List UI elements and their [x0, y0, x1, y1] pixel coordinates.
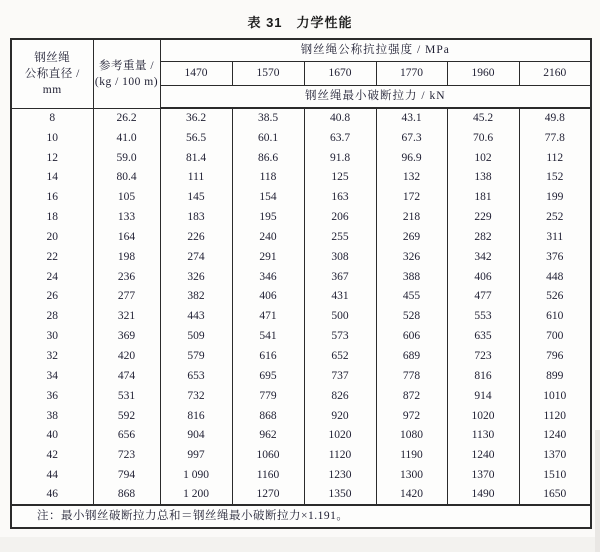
force-cell-1960: 102 [447, 148, 519, 168]
force-cell-1670: 920 [304, 406, 376, 426]
strength-value-cell: 1570 [232, 61, 304, 85]
force-cell-1470: 653 [160, 366, 232, 386]
weight-cell: 277 [93, 287, 160, 307]
strength-header-row [11, 39, 591, 61]
force-cell-1770: 455 [376, 287, 447, 307]
force-cell-2160: 526 [519, 287, 591, 307]
diameter-cell: 42 [11, 445, 93, 465]
force-cell-2160: 49.8 [519, 108, 591, 128]
table-row [11, 267, 591, 287]
force-cell-1470: 382 [160, 287, 232, 307]
table-row [11, 326, 591, 346]
diameter-cell: 46 [11, 485, 93, 505]
table-row [11, 247, 591, 267]
table-row [11, 406, 591, 426]
force-cell-1960: 181 [447, 187, 519, 207]
force-cell-1670: 1230 [304, 465, 376, 485]
weight-cell: 868 [93, 485, 160, 505]
force-cell-1470: 997 [160, 445, 232, 465]
force-cell-1670: 1120 [304, 445, 376, 465]
force-cell-1770: 269 [376, 227, 447, 247]
force-cell-1960: 477 [447, 287, 519, 307]
force-cell-2160: 700 [519, 326, 591, 346]
diameter-header-line3: mm [42, 83, 62, 96]
force-cell-1670: 431 [304, 287, 376, 307]
force-cell-1470: 1 200 [160, 485, 232, 505]
diameter-cell: 24 [11, 267, 93, 287]
diameter-cell: 26 [11, 287, 93, 307]
force-cell-1670: 255 [304, 227, 376, 247]
force-cell-1770: 606 [376, 326, 447, 346]
force-cell-1470: 579 [160, 346, 232, 366]
force-cell-1960: 635 [447, 326, 519, 346]
force-cell-1570: 406 [232, 287, 304, 307]
diameter-cell: 8 [11, 108, 93, 128]
force-cell-1960: 342 [447, 247, 519, 267]
table-row [11, 306, 591, 326]
force-cell-1570: 471 [232, 306, 304, 326]
weight-cell: 198 [93, 247, 160, 267]
force-cell-1470: 443 [160, 306, 232, 326]
force-cell-1960: 816 [447, 366, 519, 386]
weight-cell: 474 [93, 366, 160, 386]
diameter-cell: 36 [11, 386, 93, 406]
force-cell-2160: 448 [519, 267, 591, 287]
force-cell-2160: 1120 [519, 406, 591, 426]
force-cell-1570: 38.5 [232, 108, 304, 128]
table-body [11, 39, 591, 108]
strength-value-cell: 1470 [160, 61, 232, 85]
force-cell-2160: 376 [519, 247, 591, 267]
table-row [11, 207, 591, 227]
page-right-edge [595, 430, 600, 552]
note-cell: 注：最小钢丝破断拉力总和＝钢丝绳最小破断拉力×1.191。 [11, 505, 591, 528]
force-cell-1570: 695 [232, 366, 304, 386]
force-cell-1770: 43.1 [376, 108, 447, 128]
force-cell-1570: 60.1 [232, 128, 304, 148]
table-row [11, 485, 591, 505]
strength-value-cell: 2160 [519, 61, 591, 85]
weight-cell: 80.4 [93, 168, 160, 188]
force-cell-1960: 70.6 [447, 128, 519, 148]
weight-cell: 59.0 [93, 148, 160, 168]
force-cell-1570: 240 [232, 227, 304, 247]
table-row [11, 346, 591, 366]
force-cell-1770: 872 [376, 386, 447, 406]
weight-cell: 656 [93, 426, 160, 446]
strength-value-cell: 1770 [376, 61, 447, 85]
force-cell-1960: 138 [447, 168, 519, 188]
weight-cell: 531 [93, 386, 160, 406]
diameter-header-line1: 钢丝绳 [34, 51, 71, 64]
force-cell-1670: 91.8 [304, 148, 376, 168]
table-row [11, 148, 591, 168]
force-cell-1470: 509 [160, 326, 232, 346]
table-row [11, 426, 591, 446]
force-cell-1770: 326 [376, 247, 447, 267]
force-cell-1570: 1060 [232, 445, 304, 465]
force-cell-2160: 252 [519, 207, 591, 227]
force-cell-1570: 541 [232, 326, 304, 346]
diameter-cell: 38 [11, 406, 93, 426]
diameter-cell: 32 [11, 346, 93, 366]
force-cell-1960: 1130 [447, 426, 519, 446]
force-cell-1470: 111 [160, 168, 232, 188]
breaking-force-header-cell: 钢丝绳最小破断拉力 / kN [160, 85, 591, 108]
force-cell-2160: 1240 [519, 426, 591, 446]
diameter-cell: 12 [11, 148, 93, 168]
force-cell-1670: 308 [304, 247, 376, 267]
force-cell-1470: 183 [160, 207, 232, 227]
table-row [11, 445, 591, 465]
weight-cell: 420 [93, 346, 160, 366]
force-cell-1960: 406 [447, 267, 519, 287]
force-cell-1670: 206 [304, 207, 376, 227]
diameter-cell: 44 [11, 465, 93, 485]
diameter-header-cell [11, 39, 93, 108]
force-cell-1570: 86.6 [232, 148, 304, 168]
diameter-cell: 14 [11, 168, 93, 188]
force-cell-2160: 152 [519, 168, 591, 188]
force-cell-1670: 737 [304, 366, 376, 386]
page-bottom-margin [0, 537, 600, 552]
table-row [11, 386, 591, 406]
force-cell-1570: 291 [232, 247, 304, 267]
force-cell-1770: 1300 [376, 465, 447, 485]
force-cell-1470: 81.4 [160, 148, 232, 168]
force-cell-1470: 274 [160, 247, 232, 267]
weight-cell: 723 [93, 445, 160, 465]
page-title: 表 31 力学性能 [247, 15, 353, 30]
force-cell-1960: 1370 [447, 465, 519, 485]
force-cell-1470: 36.2 [160, 108, 232, 128]
weight-cell: 794 [93, 465, 160, 485]
mechanical-properties-table [10, 38, 592, 529]
weight-cell: 105 [93, 187, 160, 207]
weight-cell: 41.0 [93, 128, 160, 148]
force-cell-1570: 779 [232, 386, 304, 406]
note-row [11, 505, 591, 528]
force-cell-1770: 778 [376, 366, 447, 386]
force-cell-1670: 40.8 [304, 108, 376, 128]
force-cell-1770: 67.3 [376, 128, 447, 148]
force-cell-2160: 112 [519, 148, 591, 168]
force-cell-1770: 528 [376, 306, 447, 326]
table-row [11, 108, 591, 128]
force-cell-1470: 816 [160, 406, 232, 426]
force-cell-1470: 1 090 [160, 465, 232, 485]
force-cell-1570: 118 [232, 168, 304, 188]
force-cell-1670: 500 [304, 306, 376, 326]
force-cell-1670: 652 [304, 346, 376, 366]
force-cell-1670: 125 [304, 168, 376, 188]
force-cell-1470: 326 [160, 267, 232, 287]
force-cell-1470: 56.5 [160, 128, 232, 148]
force-cell-1770: 1080 [376, 426, 447, 446]
diameter-cell: 10 [11, 128, 93, 148]
diameter-cell: 22 [11, 247, 93, 267]
force-cell-1770: 1420 [376, 485, 447, 505]
table-row [11, 227, 591, 247]
force-cell-1670: 826 [304, 386, 376, 406]
diameter-header-line2: 公称直径 / [24, 67, 80, 80]
force-cell-1570: 616 [232, 346, 304, 366]
weight-cell: 26.2 [93, 108, 160, 128]
force-cell-1770: 218 [376, 207, 447, 227]
weight-cell: 321 [93, 306, 160, 326]
force-cell-1670: 63.7 [304, 128, 376, 148]
force-cell-1770: 972 [376, 406, 447, 426]
table-footer-body [11, 505, 591, 528]
weight-cell: 369 [93, 326, 160, 346]
tensile-strength-header-cell: 钢丝绳公称抗拉强度 / MPa [160, 39, 591, 61]
force-cell-2160: 77.8 [519, 128, 591, 148]
force-cell-1770: 172 [376, 187, 447, 207]
force-cell-1570: 195 [232, 207, 304, 227]
weight-cell: 133 [93, 207, 160, 227]
force-cell-2160: 1010 [519, 386, 591, 406]
weight-header-line2: (kg / 100 m) [94, 75, 159, 88]
force-cell-2160: 796 [519, 346, 591, 366]
diameter-cell: 20 [11, 227, 93, 247]
diameter-cell: 28 [11, 306, 93, 326]
table-row [11, 366, 591, 386]
force-cell-2160: 1510 [519, 465, 591, 485]
force-cell-1470: 732 [160, 386, 232, 406]
table-data-body [11, 108, 591, 505]
force-cell-1960: 229 [447, 207, 519, 227]
diameter-cell: 30 [11, 326, 93, 346]
table-row [11, 128, 591, 148]
force-cell-1670: 1350 [304, 485, 376, 505]
table-row [11, 465, 591, 485]
force-cell-2160: 610 [519, 306, 591, 326]
force-cell-2160: 199 [519, 187, 591, 207]
force-cell-1960: 553 [447, 306, 519, 326]
weight-header-cell [93, 39, 160, 108]
force-cell-1670: 163 [304, 187, 376, 207]
force-cell-1470: 904 [160, 426, 232, 446]
diameter-cell: 34 [11, 366, 93, 386]
force-cell-1960: 1020 [447, 406, 519, 426]
force-cell-1670: 1020 [304, 426, 376, 446]
force-cell-1770: 96.9 [376, 148, 447, 168]
force-cell-1670: 367 [304, 267, 376, 287]
force-cell-1570: 868 [232, 406, 304, 426]
force-cell-1570: 1160 [232, 465, 304, 485]
table-row [11, 187, 591, 207]
weight-cell: 164 [93, 227, 160, 247]
force-cell-1960: 45.2 [447, 108, 519, 128]
force-cell-1570: 346 [232, 267, 304, 287]
strength-value-cell: 1670 [304, 61, 376, 85]
force-cell-1470: 226 [160, 227, 232, 247]
force-cell-1960: 914 [447, 386, 519, 406]
force-cell-2160: 899 [519, 366, 591, 386]
force-cell-1570: 154 [232, 187, 304, 207]
strength-value-cell: 1960 [447, 61, 519, 85]
force-cell-1960: 1240 [447, 445, 519, 465]
force-cell-1770: 689 [376, 346, 447, 366]
force-cell-1960: 723 [447, 346, 519, 366]
weight-header-line1: 参考重量 / [98, 59, 155, 72]
force-cell-2160: 1370 [519, 445, 591, 465]
diameter-cell: 16 [11, 187, 93, 207]
weight-cell: 236 [93, 267, 160, 287]
force-cell-1470: 145 [160, 187, 232, 207]
force-cell-1570: 962 [232, 426, 304, 446]
force-cell-1770: 1190 [376, 445, 447, 465]
force-cell-1770: 388 [376, 267, 447, 287]
table-row [11, 168, 591, 188]
diameter-cell: 18 [11, 207, 93, 227]
force-cell-1960: 282 [447, 227, 519, 247]
force-cell-1770: 132 [376, 168, 447, 188]
table-row [11, 287, 591, 307]
weight-cell: 592 [93, 406, 160, 426]
force-cell-2160: 1650 [519, 485, 591, 505]
force-cell-1570: 1270 [232, 485, 304, 505]
force-cell-1670: 573 [304, 326, 376, 346]
force-cell-1960: 1490 [447, 485, 519, 505]
diameter-cell: 40 [11, 426, 93, 446]
force-cell-2160: 311 [519, 227, 591, 247]
